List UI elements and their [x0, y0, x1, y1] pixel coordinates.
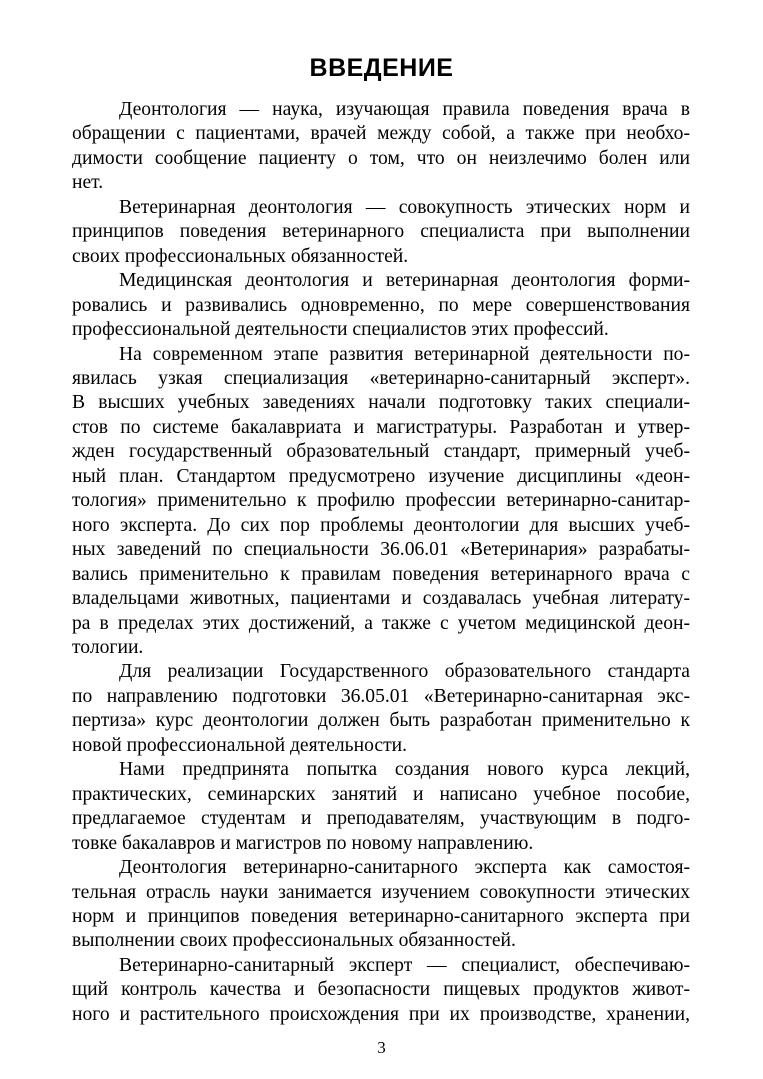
text-line: выполнении своих профессиональных обязанностей.: [72, 930, 516, 952]
text-line: тологии.: [72, 636, 144, 658]
text-line: Нами предпринята попытка создания нового курса лекций,: [119, 759, 690, 781]
page-title: ВВЕДЕНИЕ: [309, 54, 454, 82]
text-line: Ветеринарная деонтология — совокупность этических норм и: [119, 196, 690, 218]
page-number: 3: [377, 1038, 386, 1057]
text-line: вались применительно к правилам поведения ветеринарного врача с: [72, 563, 690, 585]
paragraph: [72, 856, 690, 954]
paragraph: [72, 660, 690, 758]
paragraph: [72, 98, 690, 196]
text-line: ных заведений по специальности 36.06.01 «Ветеринария» разрабаты-: [72, 539, 690, 561]
text-line: Деонтология ветеринарно-санитарного эксперта как самостоя-: [119, 857, 690, 879]
text-line: щий контроль качества и безопасности пищевых продуктов живот-: [72, 979, 690, 1001]
paragraph: [72, 196, 690, 269]
text-line: ный план. Стандартом предусмотрено изучение дисциплины «деон-: [72, 465, 690, 487]
text-line: стов по системе бакалавриата и магистратуры. Разработан и утвер-: [72, 416, 690, 438]
text-line: димости сообщение пациенту о том, что он неизлечимо болен или: [72, 147, 690, 169]
text-line: В высших учебных заведениях начали подготовку таких специали-: [72, 392, 690, 414]
text-line: жден государственный образовательный стандарт, примерный учеб-: [72, 441, 690, 463]
text-line: ного эксперта. До сих пор проблемы деонтологии для высших учеб-: [72, 514, 690, 536]
text-line: владельцами животных, пациентами и создавалась учебная литерату-: [72, 588, 690, 610]
text-line: профессиональной деятельности специалистов этих профессий.: [72, 319, 609, 341]
text-line: нет.: [72, 172, 104, 194]
body-text: [72, 98, 690, 1027]
paragraph: [72, 343, 690, 661]
text-line: ра в пределах этих достижений, а также с учетом медицинской деон-: [72, 612, 690, 634]
text-line: практических, семинарских занятий и написано учебное пособие,: [72, 783, 690, 805]
text-line: На современном этапе развития ветеринарной деятельности по-: [119, 343, 690, 365]
text-line: по направлению подготовки 36.05.01 «Ветеринарно-санитарная экс-: [72, 685, 690, 707]
paragraph: [72, 758, 690, 856]
text-line: Деонтология — наука, изучающая правила поведения врача в: [119, 99, 690, 120]
text-line: предлагаемое студентам и преподавателям, участвующим в подго-: [72, 808, 690, 830]
text-line: норм и принципов поведения ветеринарно-санитарного эксперта при: [72, 905, 690, 927]
paragraph: [72, 954, 690, 1027]
text-line: тельная отрасль науки занимается изучением совокупности этических: [72, 881, 690, 903]
text-line: обращении с пациентами, врачей между собой, а также при необхо-: [72, 123, 690, 145]
text-line: своих профессиональных обязанностей.: [72, 245, 409, 267]
text-line: тология» применительно к профилю профессии ветеринарно-санитар-: [72, 490, 690, 512]
text-line: принципов поведения ветеринарного специалиста при выполнении: [72, 221, 690, 243]
text-line: ровались и развивались одновременно, по мере совершенствования: [72, 294, 690, 316]
paragraph: [72, 269, 690, 342]
text-line: Ветеринарно-санитарный эксперт — специалист, обеспечиваю-: [119, 954, 690, 976]
text-line: новой профессиональной деятельности.: [72, 734, 408, 756]
text-line: пертиза» курс деонтологии должен быть разработан применительно к: [72, 710, 690, 732]
text-line: товке бакалавров и магистров по новому направлению.: [72, 832, 534, 854]
text-line: явилась узкая специализация «ветеринарно-санитарный эксперт».: [72, 367, 690, 389]
text-line: Для реализации Государственного образовательного стандарта: [119, 661, 690, 683]
text-line: Медицинская деонтология и ветеринарная деонтология форми-: [119, 270, 690, 292]
text-line: ного и растительного происхождения при их производстве, хранении,: [72, 1003, 690, 1025]
